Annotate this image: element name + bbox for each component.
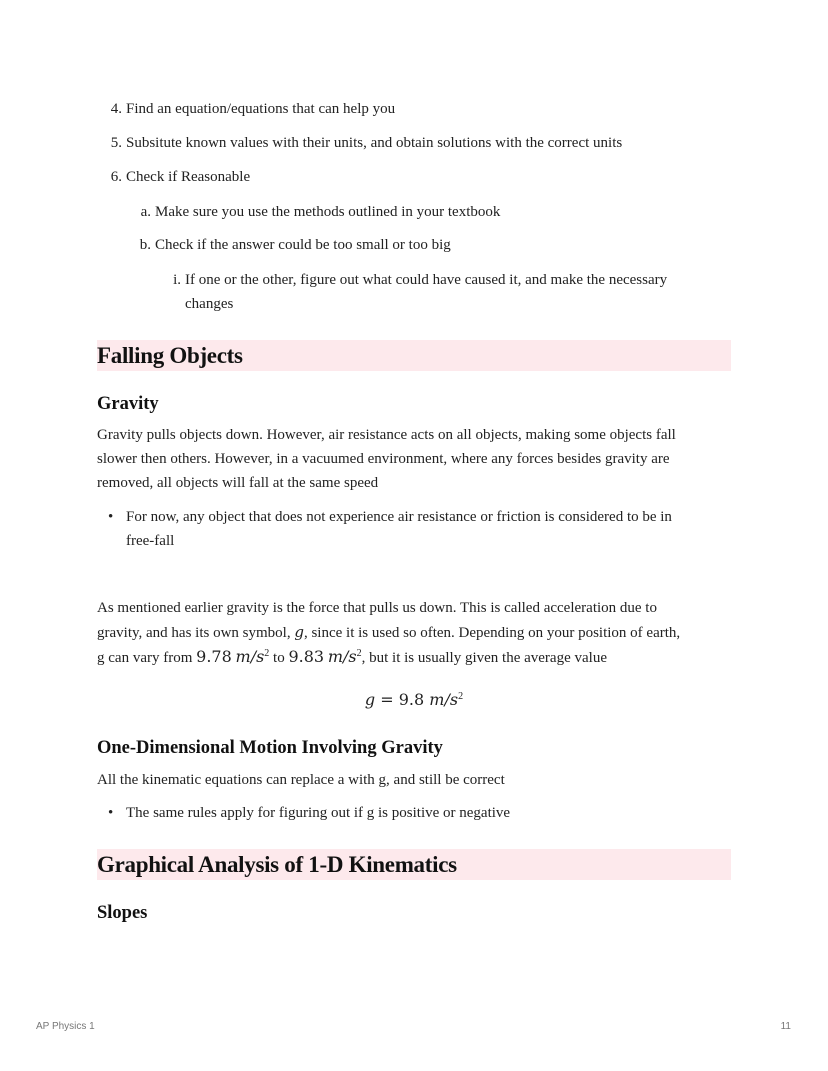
list-item-text: Find an equation/equations that can help you [126, 101, 396, 117]
bullet-icon: • [108, 805, 114, 821]
subheading-slopes: Slopes [97, 903, 148, 923]
footer-course-title: AP Physics 1 [36, 1021, 95, 1032]
list-marker: 5. [110, 135, 122, 151]
exponent: 2 [356, 648, 362, 659]
paragraph-line: Gravity pulls objects down. However, air resistance acts on all objects, making some objects fall [97, 427, 676, 443]
sublist-item-text: Make sure you use the methods outlined in your textbook [155, 204, 501, 220]
paragraph-line: removed, all objects will fall at the same speed [97, 475, 379, 491]
section-heading-falling-objects [97, 340, 731, 371]
paragraph-line-with-symbol [97, 620, 737, 645]
text-fragment: gravity, and has its own symbol, [97, 625, 295, 641]
paragraph-line: As mentioned earlier gravity is the force that pulls us down. This is called acceleration due to [97, 600, 657, 616]
section-title: Graphical Analysis of 1-D Kinematics [97, 852, 457, 877]
list-marker: 4. [110, 101, 122, 117]
paragraph-line-with-range [97, 645, 737, 670]
sublist-marker: b. [139, 237, 151, 253]
bullet-icon: • [108, 509, 114, 525]
bullet-text: The same rules apply for figuring out if g is positive or negative [126, 805, 511, 821]
list-marker: 6. [110, 169, 122, 185]
bullet-text: For now, any object that does not experience air resistance or friction is considered to be in [126, 509, 672, 525]
subsublist-marker: i. [173, 272, 181, 288]
subsublist-item-text-cont: changes [185, 296, 234, 312]
range-unit: m/s [327, 647, 357, 666]
section-title: Falling Objects [97, 343, 243, 368]
paragraph-line: All the kinematic equations can replace a with g, and still be correct [97, 772, 505, 788]
equation-rhs: = 9.8 [375, 690, 430, 709]
equation-lhs: g [364, 690, 376, 709]
gravity-equation [0, 688, 828, 713]
footer-page-number: 11 [780, 1021, 791, 1032]
sublist-marker: a. [140, 204, 151, 220]
list-item-text: Subsitute known values with their units, and obtain solutions with the correct units [126, 135, 623, 151]
equation-unit: m/s [429, 690, 459, 709]
text-fragment: , since it is used so often. Depending on your position of earth, [303, 625, 681, 641]
subheading-gravity: Gravity [97, 394, 159, 414]
text-fragment: to [269, 650, 289, 666]
text-fragment: g can vary from [97, 650, 197, 666]
range-unit: m/s [235, 647, 265, 666]
text-fragment: , but it is usually given the average value [361, 650, 607, 666]
subheading-one-dimensional-motion: One-Dimensional Motion Involving Gravity [97, 738, 443, 758]
sublist-item-text: Check if the answer could be too small or too big [155, 237, 451, 253]
exponent: 2 [458, 691, 464, 702]
exponent: 2 [264, 648, 270, 659]
range-low-value: 9.78 [196, 647, 232, 666]
section-heading-graphical-analysis [97, 849, 731, 880]
subsublist-item-text: If one or the other, figure out what could have caused it, and make the necessary [185, 272, 668, 288]
range-high-value: 9.83 [288, 647, 325, 666]
bullet-text-cont: free-fall [126, 533, 175, 549]
list-item-text: Check if Reasonable [126, 169, 251, 185]
paragraph-line: slower then others. However, in a vacuumed environment, where any forces besides gravity are [97, 451, 670, 467]
gravity-symbol: g [294, 623, 304, 641]
